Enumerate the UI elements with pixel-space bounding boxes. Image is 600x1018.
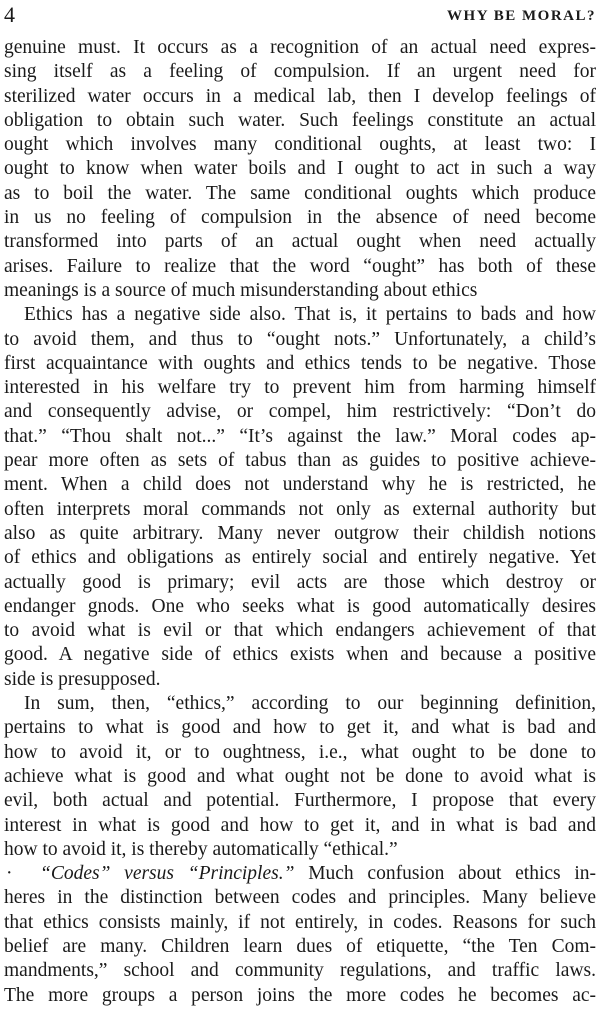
text-line: to avoid them, and thus to “ought nots.” Unfortunately, a child’s bbox=[4, 328, 596, 350]
text-line: genuine must. It occurs as a recognition of an actual need expres- bbox=[4, 37, 596, 58]
text-line: In sum, then, “ethics,” according to our beginning definition, bbox=[24, 693, 596, 715]
text-line: in us no feeling of compulsion in the absence of need become bbox=[4, 207, 596, 229]
text-line: achieve what is good and what ought not be done to avoid what is bbox=[4, 765, 596, 787]
text-line: belief are many. Children learn dues of etiquette, “the Ten Com- bbox=[4, 935, 596, 957]
text-line: as to boil the water. The same conditional oughts which produce bbox=[4, 182, 596, 204]
text-line: first acquaintance with oughts and ethics tends to be negative. Those bbox=[4, 352, 596, 374]
text-line: meanings is a source of much misunderstanding about ethics bbox=[4, 279, 478, 301]
text-line: sterilized water occurs in a medical lab, then I develop feelings of bbox=[4, 85, 596, 107]
text-line: pertains to what is good and how to get it, and what is bad and bbox=[4, 717, 596, 739]
paragraph-4 bbox=[4, 862, 596, 1008]
text-line: interest in what is good and how to get it, and in what is bad and bbox=[4, 814, 596, 836]
text-line: ought which involves many conditional oughts, at least two: I bbox=[4, 134, 596, 156]
running-head: WHY BE MORAL? bbox=[447, 8, 596, 24]
paragraph-3 bbox=[4, 692, 596, 862]
text-line: heres in the distinction between codes and principles. Many believe bbox=[4, 887, 596, 909]
text-line: The more groups a person joins the more codes he becomes ac- bbox=[4, 984, 596, 1006]
text-line: arises. Failure to realize that the word “ought” has both of these bbox=[4, 255, 596, 277]
text-line: interested in his welfare try to prevent him from harming himself bbox=[4, 377, 596, 399]
text-line: of ethics and obligations as entirely social and entirely negative. Yet bbox=[4, 547, 596, 569]
text-line: obligation to obtain such water. Such feelings constitute an actual bbox=[4, 109, 596, 131]
text-line: good. A negative side of ethics exists when and because a positive bbox=[4, 644, 596, 666]
lead-mark: · bbox=[6, 863, 13, 885]
text-line: side is presupposed. bbox=[4, 668, 161, 690]
book-page bbox=[4, 0, 596, 1018]
text-line-heading bbox=[4, 862, 596, 886]
page-header bbox=[4, 0, 596, 36]
text-line: ment. When a child does not understand why he is restricted, he bbox=[4, 474, 596, 496]
text-line: mandments,” school and community regulations, and traffic laws. bbox=[4, 960, 596, 982]
page-number: 4 bbox=[4, 2, 15, 27]
text-line: transformed into parts of an actual ought when need actually bbox=[4, 231, 596, 253]
text-line: how to avoid it, or to oughtness, i.e., what ought to be done to bbox=[4, 741, 596, 763]
text-line: and consequently advise, or compel, him restrictively: “Don’t do bbox=[4, 401, 596, 423]
text-line: that.” “Thou shalt not...” “It’s against the law.” Moral codes ap- bbox=[4, 425, 596, 447]
text-line: to avoid what is evil or that which endangers achievement of that bbox=[4, 620, 596, 642]
text-line: sing itself as a feeling of compulsion. If an urgent need for bbox=[4, 61, 596, 83]
paragraph-1 bbox=[4, 36, 596, 303]
paragraph-2 bbox=[4, 303, 596, 692]
text-line: Ethics has a negative side also. That is, it pertains to bads and how bbox=[24, 304, 596, 326]
text-line: how to avoid it, is thereby automatically “ethical.” bbox=[4, 838, 398, 860]
text-line: also as quite arbitrary. Many never outgrow their childish notions bbox=[4, 522, 596, 544]
text-line: ought to know when water boils and I ought to act in such a way bbox=[4, 158, 596, 180]
text-line: often interprets moral commands not only as external authority but bbox=[4, 498, 596, 520]
text-line: evil, both actual and potential. Furthermore, I propose that every bbox=[4, 790, 596, 812]
section-heading: “Codes” versus “Principles.” bbox=[39, 863, 295, 885]
body-text bbox=[4, 36, 596, 1008]
heading-line-rest: Much confusion about ethics in- bbox=[294, 863, 596, 885]
text-line: that ethics consists mainly, if not entirely, in codes. Reasons for such bbox=[4, 911, 596, 933]
text-line: pear more often as sets of tabus than as guides to positive achieve- bbox=[4, 450, 596, 472]
text-line: endanger gnods. One who seeks what is good automatically desires bbox=[4, 595, 596, 617]
text-line: actually good is primary; evil acts are those which destroy or bbox=[4, 571, 596, 593]
